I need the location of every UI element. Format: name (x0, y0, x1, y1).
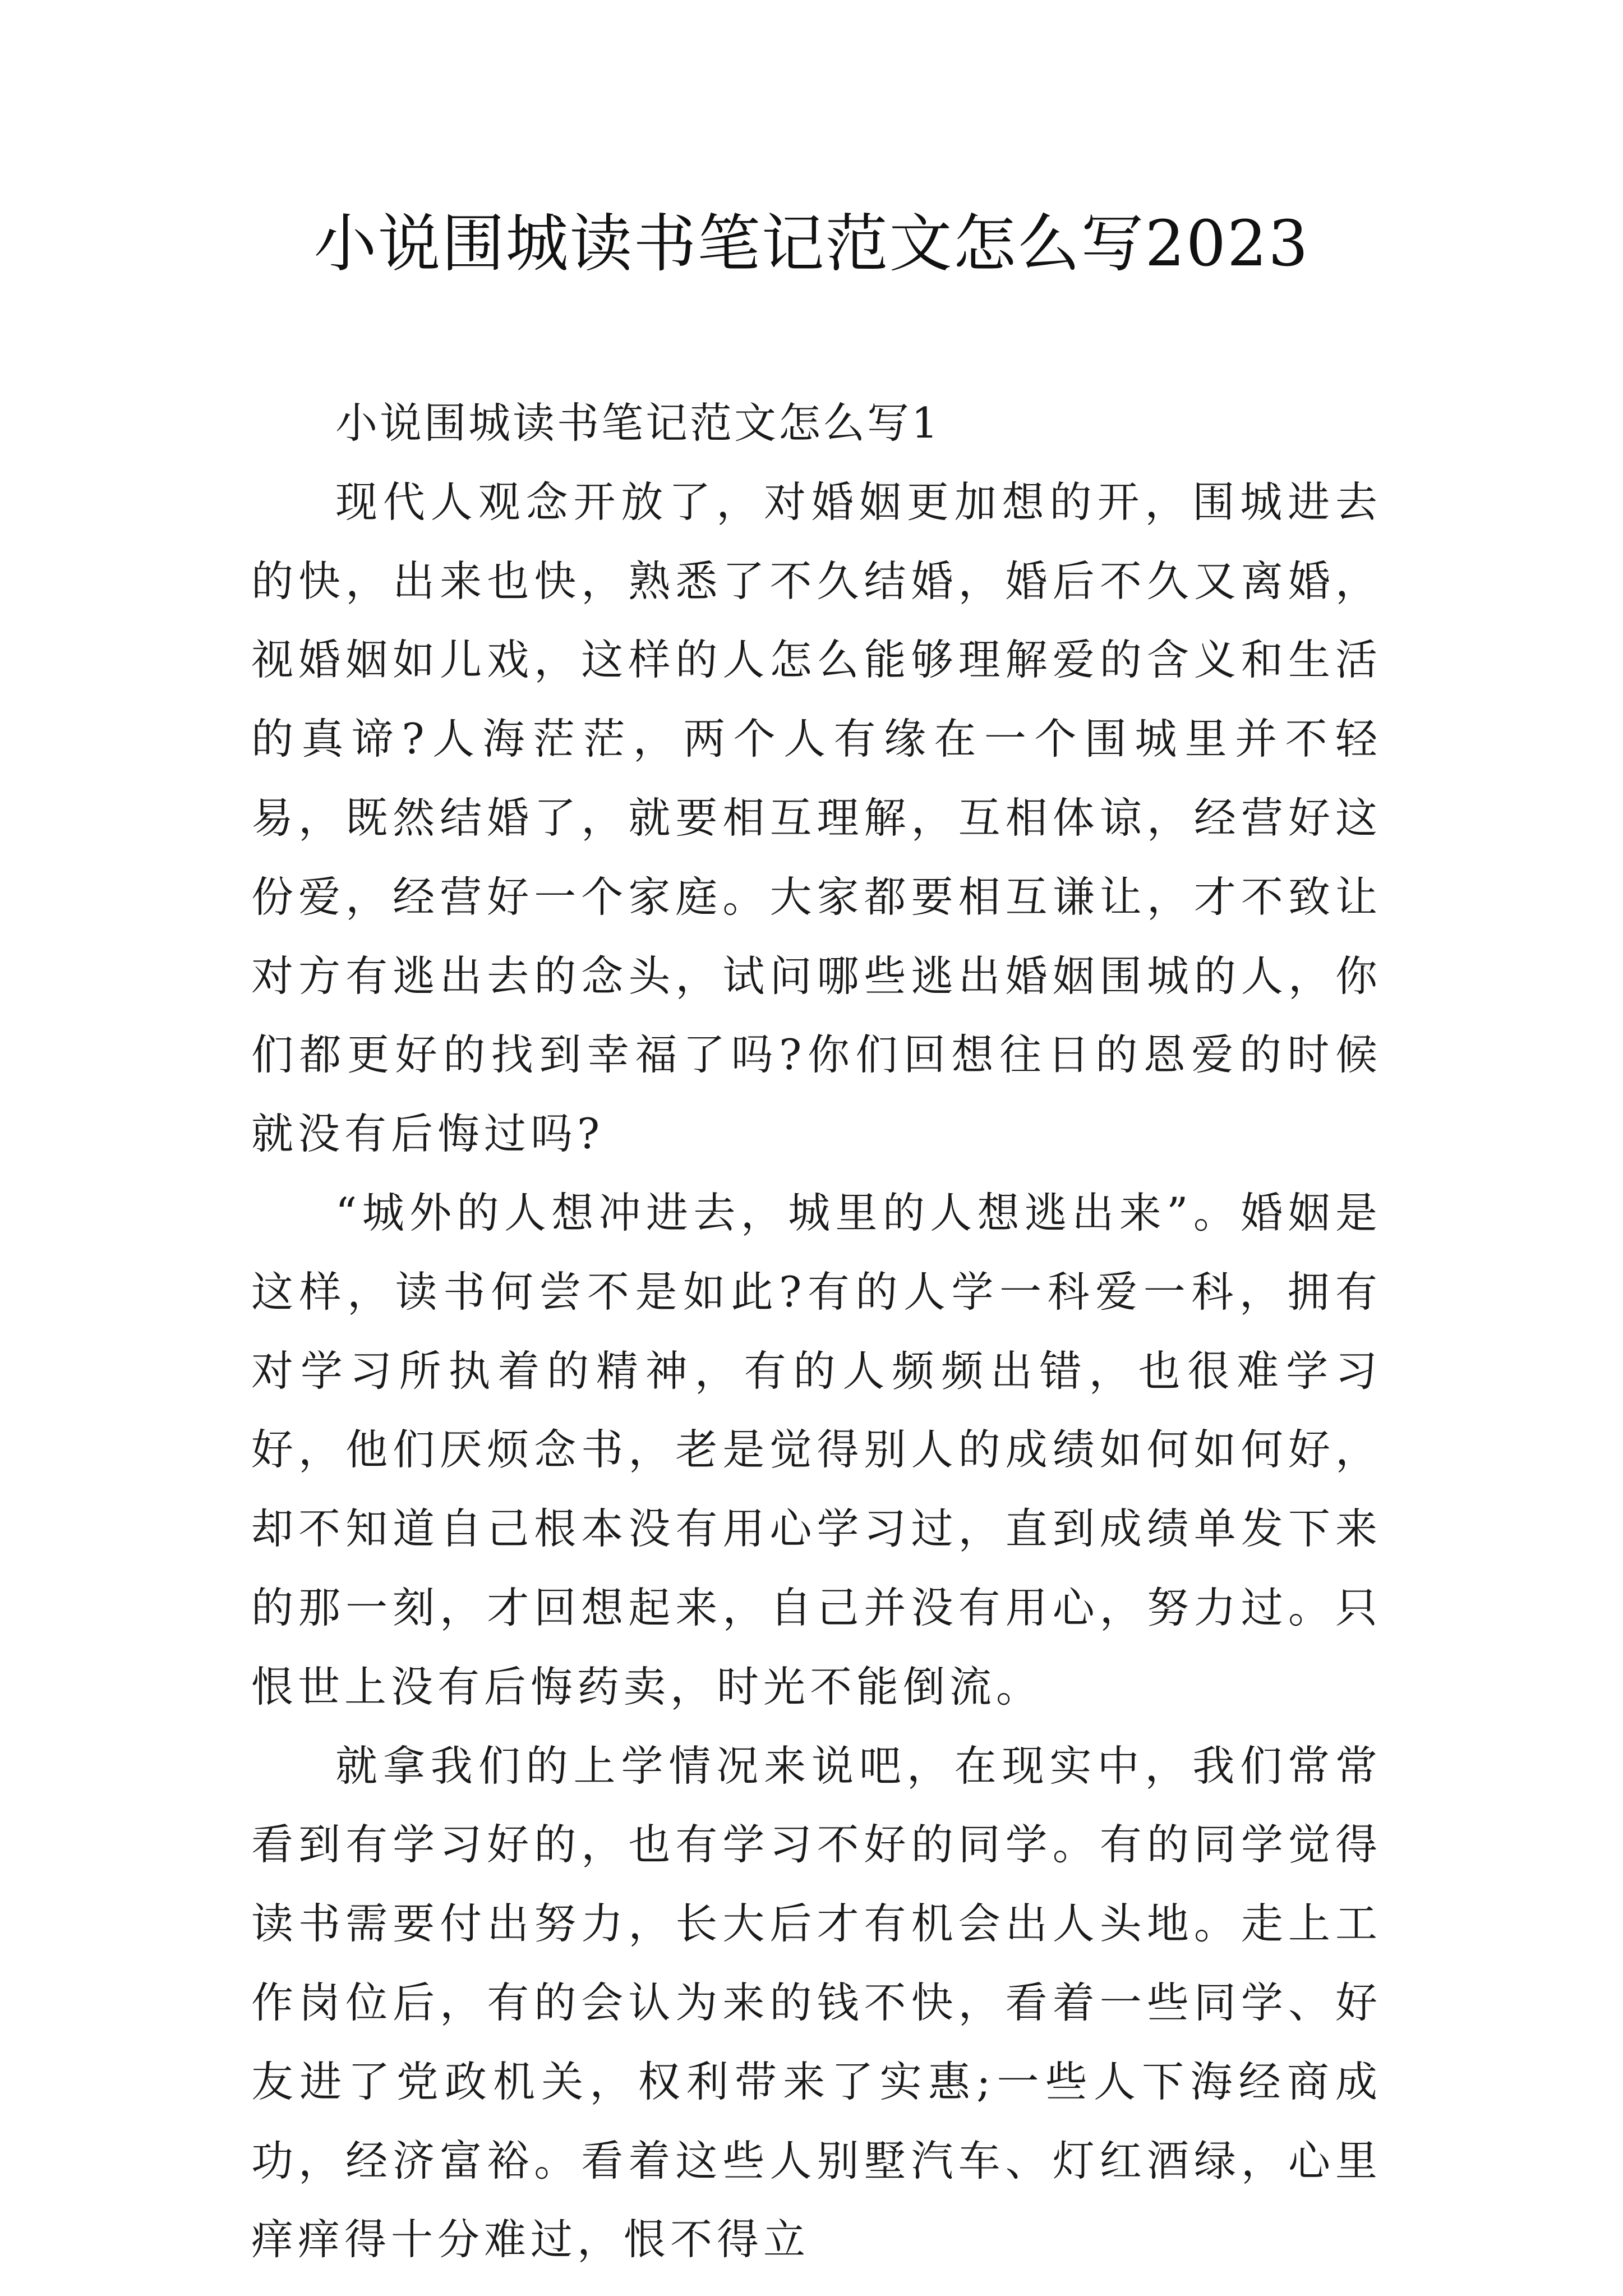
paragraph-2: “城外的人想冲进去，城里的人想逃出来”。婚姻是这样，读书何尝不是如此?有的人学一科爱一科，拥有对学习所执着的精神，有的人频频出错，也很难学习好，他们厌烦念书，老是觉得别人的成绩如何如何好，却不知道自己根本没有用心学习过，直到成绩单发下来的那一刻，才回想起来，自己并没有用心，努力过。只恨世上没有后悔药卖，时光不能倒流。 (251, 1188, 1382, 1711)
document-title: 小说围城读书笔记范文怎么写2023 (313, 208, 1310, 280)
document-body (251, 384, 1382, 2279)
section-heading: 小说围城读书笔记范文怎么写1 (335, 398, 940, 448)
paragraph-3: 就拿我们的上学情况来说吧，在现实中，我们常常看到有学习好的，也有学习不好的同学。有的同学觉得读书需要付出努力，长大后才有机会出人头地。走上工作岗位后，有的会认为来的钱不快，看着一些同学、好友进了党政机关，权利带来了实惠;一些人下海经商成功，经济富裕。看着这些人别墅汽车、灯红酒绿，心里痒痒得十分难过，恨不得立 (251, 1741, 1382, 2265)
paragraph-1: 现代人观念开放了，对婚姻更加想的开，围城进去的快，出来也快，熟悉了不久结婚，婚后不久又离婚，视婚姻如儿戏，这样的人怎么能够理解爱的含义和生活的真谛?人海茫茫，两个人有缘在一个围城里并不轻易，既然结婚了，就要相互理解，互相体谅，经营好这份爱，经营好一个家庭。大家都要相互谦让，才不致让对方有逃出去的念头，试问哪些逃出婚姻围城的人，你们都更好的找到幸福了吗?你们回想往日的恩爱的时候就没有后悔过吗? (251, 477, 1382, 1159)
